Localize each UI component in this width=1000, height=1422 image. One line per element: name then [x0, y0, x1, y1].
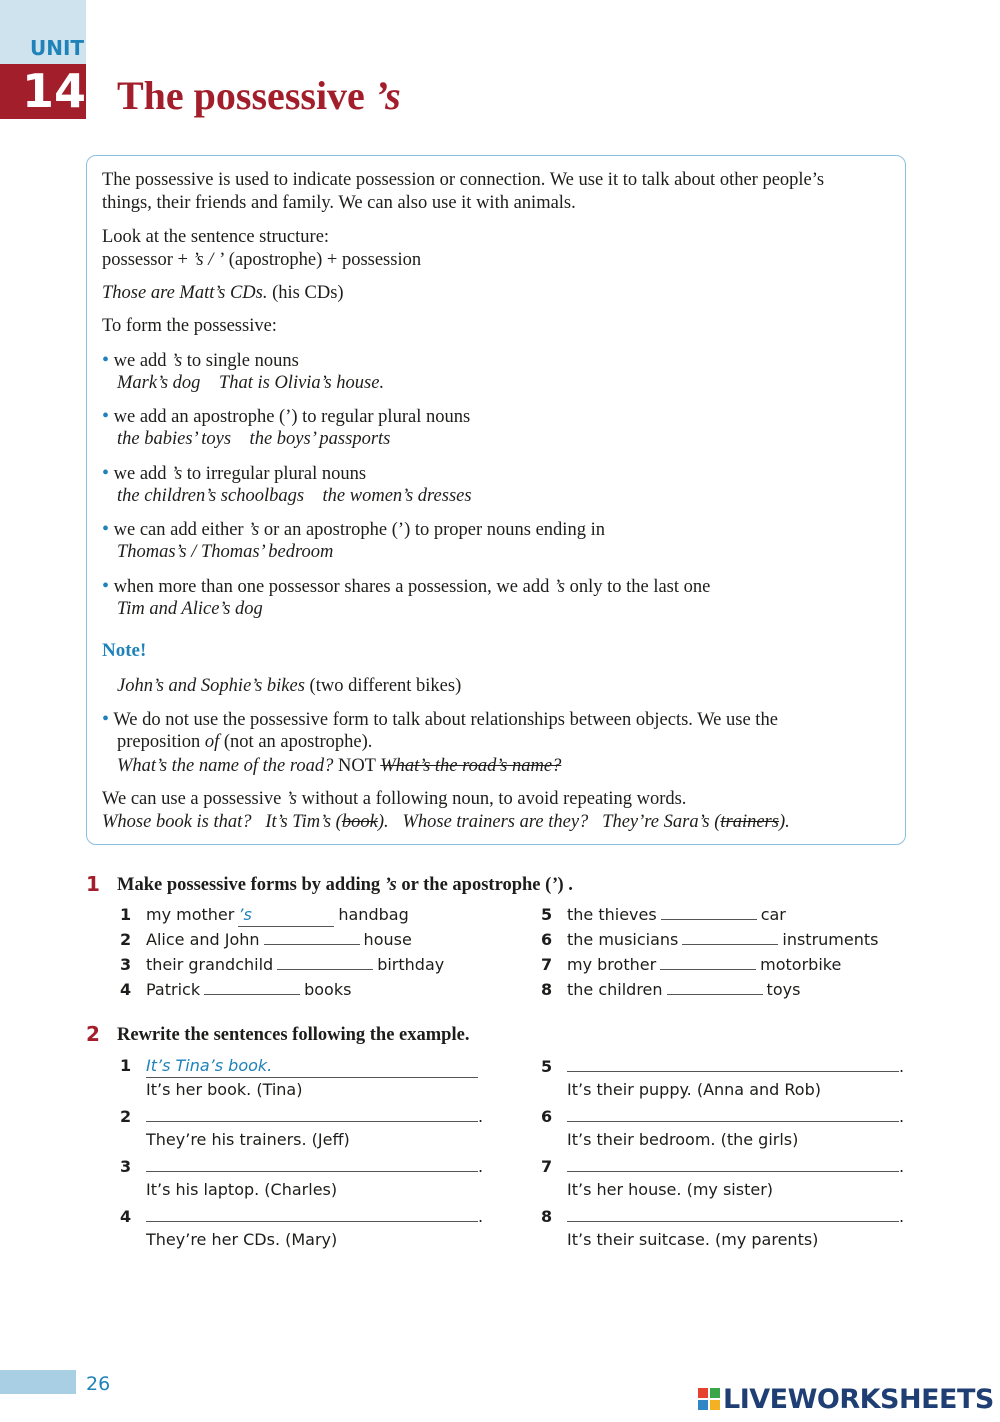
ex2-item-8: 8 .: [541, 1207, 905, 1226]
unit-label: UNIT: [30, 36, 85, 60]
ex2-item-5: 5 .: [541, 1057, 905, 1076]
structure-label: Look at the sentence structure:: [102, 227, 330, 247]
exercise-2-instruction: Rewrite the sentences following the example.: [117, 1025, 470, 1045]
ex2-item-2: 2 .: [120, 1107, 484, 1126]
ex2-item-6: 6 .: [541, 1107, 905, 1126]
ex2-answer-6[interactable]: [567, 1105, 899, 1122]
ex2-answer-7[interactable]: [567, 1155, 899, 1172]
exercise-1-instruction: Make possessive forms by adding ’s or the apostrophe (’) .: [117, 875, 573, 895]
rule-example-4: Thomas’s / Thomas’ bedroom: [117, 542, 334, 562]
ex2-prompt-1: It’s her book. (Tina): [146, 1080, 303, 1099]
structure-example: Those are Matt’s CDs. (his CDs): [102, 283, 344, 303]
structure-formula: possessor + ’s / ’ (apostrophe) + possession: [102, 250, 422, 270]
rule-bullet-6-line-2: preposition of (not an apostrophe).: [117, 732, 373, 752]
ex1-item-3: 3 their grandchild birthday: [120, 955, 445, 974]
ex1-answer-7[interactable]: [660, 955, 756, 970]
rule-example-6: What’s the name of the road? NOT What’s the road’s name?: [117, 756, 562, 776]
ex2-answer-1[interactable]: It’s Tina’s book.: [146, 1055, 478, 1078]
unit-number: 14: [22, 64, 87, 118]
ex2-prompt-4: They’re her CDs. (Mary): [146, 1230, 338, 1249]
ex2-prompt-8: It’s their suitcase. (my parents): [567, 1230, 819, 1249]
ex2-item-7: 7 .: [541, 1157, 905, 1176]
ex1-answer-8[interactable]: [667, 980, 763, 995]
rule-bullet-1: • we add ’s to single nouns: [102, 349, 299, 371]
to-form-label: To form the possessive:: [102, 316, 277, 336]
ex2-item-1: 1 It’s Tina’s book.: [120, 1055, 478, 1078]
ex2-item-4: 4 .: [120, 1207, 484, 1226]
ex1-item-8: 8 the children toys: [541, 980, 801, 999]
rule-example-2: the babies’ toys the boys’ passports: [117, 429, 391, 449]
ex2-answer-5[interactable]: [567, 1055, 899, 1072]
rule-example-5: Tim and Alice’s dog: [117, 599, 263, 619]
ex1-answer-4[interactable]: [204, 980, 300, 995]
liveworksheets-logo-icon: [698, 1388, 720, 1410]
ex1-item-7: 7 my brother motorbike: [541, 955, 842, 974]
ex1-answer-3[interactable]: [277, 955, 373, 970]
ex1-item-1: 1 my mother ’s handbag: [120, 904, 409, 927]
ex1-answer-5[interactable]: [661, 905, 757, 920]
exercise-1-number: 1: [86, 872, 100, 896]
ex2-prompt-5: It’s their puppy. (Anna and Rob): [567, 1080, 821, 1099]
ex1-item-2: 2 Alice and John house: [120, 930, 412, 949]
liveworksheets-logo-text: LIVEWORKSHEETS: [723, 1384, 994, 1415]
footer-bar: [0, 1370, 76, 1394]
rule-example-1: Mark’s dog That is Olivia’s house.: [117, 373, 385, 393]
final-example: Whose book is that? It’s Tim’s (book). Whose trainers are they? They’re Sara’s (trainers).: [102, 812, 790, 832]
rule-example-3: the children’s schoolbags the women’s dresses: [117, 486, 472, 506]
ex2-prompt-3: It’s his laptop. (Charles): [146, 1180, 338, 1199]
rule-bullet-2: • we add an apostrophe (’) to regular plural nouns: [102, 405, 471, 427]
page-title: The possessive ’s: [117, 73, 401, 118]
intro-line-2: things, their friends and family. We can also use it with animals.: [102, 193, 576, 213]
note-example: John’s and Sophie’s bikes (two different bikes): [117, 676, 462, 696]
page-number: 26: [86, 1373, 111, 1395]
ex2-prompt-2: They’re his trainers. (Jeff): [146, 1130, 350, 1149]
ex2-answer-3[interactable]: [146, 1155, 478, 1172]
rule-bullet-4: • we can add either ’s or an apostrophe (’) to proper nouns ending in: [102, 518, 605, 540]
ex1-item-5: 5 the thieves car: [541, 905, 786, 924]
ex2-prompt-7: It’s her house. (my sister): [567, 1180, 774, 1199]
ex2-answer-4[interactable]: [146, 1205, 478, 1222]
ex2-answer-8[interactable]: [567, 1205, 899, 1222]
intro-line-1: The possessive is used to indicate possession or connection. We use it to talk about other people’s: [102, 170, 825, 190]
exercise-2-number: 2: [86, 1022, 100, 1046]
final-rule: We can use a possessive ’s without a following noun, to avoid repeating words.: [102, 789, 687, 809]
liveworksheets-logo[interactable]: [698, 1384, 994, 1415]
rule-bullet-3: • we add ’s to irregular plural nouns: [102, 462, 367, 484]
ex1-answer-1[interactable]: ’s: [238, 904, 334, 927]
ex1-item-4: 4 Patrick books: [120, 980, 352, 999]
ex1-answer-2[interactable]: [264, 930, 360, 945]
ex1-item-6: 6 the musicians instruments: [541, 930, 879, 949]
ex2-item-3: 3 .: [120, 1157, 484, 1176]
rule-bullet-6: • We do not use the possessive form to talk about relationships between objects. We use the: [102, 708, 778, 730]
ex1-answer-6[interactable]: [682, 930, 778, 945]
ex2-prompt-6: It’s their bedroom. (the girls): [567, 1130, 799, 1149]
rule-bullet-5: • when more than one possessor shares a possession, we add ’s only to the last one: [102, 575, 711, 597]
ex2-answer-2[interactable]: [146, 1105, 478, 1122]
note-heading: Note!: [102, 640, 147, 661]
